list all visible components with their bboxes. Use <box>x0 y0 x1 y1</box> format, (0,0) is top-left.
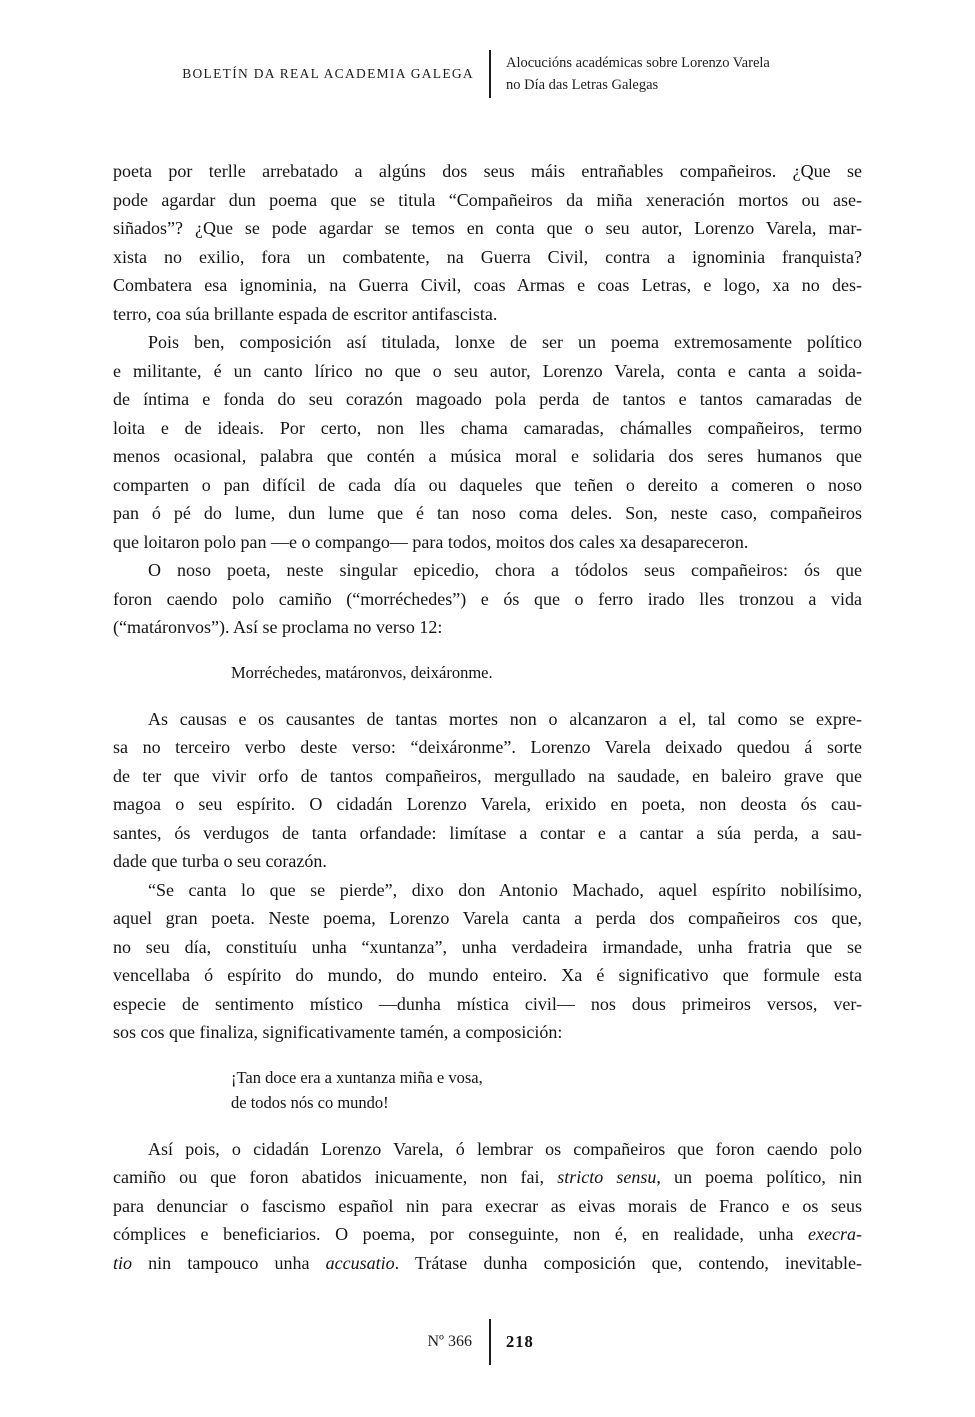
text-line: para denunciar o fascismo español nin para execrar as eivas morais de Franco e os seus <box>113 1195 862 1216</box>
journal-title: BOLETÍN DA REAL ACADEMIA GALEGA <box>182 66 474 81</box>
verse-line: de todos nós co mundo! <box>231 1092 389 1112</box>
article-title <box>491 52 770 97</box>
text-segment: . Trátase dunha composición que, contendo, inevitable- <box>394 1252 862 1273</box>
text-line: (“matáronvos”). Así se proclama no verso 12: <box>113 617 443 637</box>
paragraph <box>113 1135 862 1278</box>
page-footer <box>0 1319 975 1365</box>
text-segment: , un poema político, nin <box>656 1167 862 1187</box>
italic-segment: execra- <box>808 1224 862 1244</box>
verse-line: ¡Tan doce era a xuntanza miña e vosa, <box>231 1067 483 1087</box>
text-line <box>113 1163 862 1192</box>
verse-line: Morréchedes, matáronvos, deixáronme. <box>231 662 493 682</box>
page-header <box>0 50 975 98</box>
text-line: de ter que vivir orfo de tantos compañeiros, mergullado na saudade, en baleiro grave que <box>113 765 862 786</box>
text-line: pan ó pé do lume, dun lume que é tan noso coma deles. Son, neste caso, compañeiros <box>113 503 862 523</box>
italic-segment: stricto sensu <box>557 1167 657 1187</box>
text-line: O noso poeta, neste singular epicedio, chora a tódolos seus compañeiros: ós que <box>148 560 862 580</box>
issue-number: Nº 366 <box>427 1333 472 1350</box>
text-line: vencellaba ó espírito do mundo, do mundo enteiro. Xa é significativo que formule esta <box>113 965 862 985</box>
text-line: pode agardar dun poema que se titula “Compañeiros da miña xeneración mortos ou ase- <box>113 189 862 210</box>
text-line: no seu día, constituíu unha “xuntanza”, unha verdadeira irmandade, unha fratria que se <box>113 936 862 957</box>
text-line: As causas e os causantes de tantas mortes non o alcanzaron a el, tal como se expre- <box>148 708 862 729</box>
text-line: comparten o pan difícil de cada día ou daqueles que teñen o dereito a comeren o noso <box>113 474 862 495</box>
text-line: terro, coa súa brillante espada de escritor antifascista. <box>113 303 498 324</box>
text-segment: cómplices e beneficiarios. O poema, por conseguinte, non é, en realidade, unha <box>113 1224 809 1244</box>
text-line: que loitaron polo pan —e o compango— para todos, moitos dos cales xa desapareceron. <box>113 531 749 552</box>
text-line: siñados”? ¿Que se pode agardar se temos en conta que o seu autor, Lorenzo Varela, mar- <box>113 218 862 238</box>
text-line: Pois ben, composición así titulada, lonxe de ser un poema extremosamente político <box>148 332 862 352</box>
text-segment: camiño ou que foron abatidos inicuamente, non fai, <box>113 1167 558 1187</box>
text-segment: nin tampouco unha <box>132 1252 326 1273</box>
paragraph <box>113 328 862 556</box>
text-line: “Se canta lo que se pierde”, dixo don Antonio Machado, aquel espírito nobilísimo, <box>148 879 862 900</box>
paragraph <box>113 556 862 642</box>
italic-segment: tio <box>113 1252 133 1273</box>
text-line: xista no exilio, fora un combatente, na Guerra Civil, contra a ignominia franquista? <box>113 246 862 267</box>
paragraph <box>113 705 862 876</box>
text-line: menos ocasional, palabra que contén a música moral e solidaria dos seres humanos que <box>113 446 862 466</box>
text-line: Combatera esa ignominia, na Guerra Civil, coas Armas e coas Letras, e logo, xa no des- <box>113 275 862 295</box>
article-body <box>113 157 862 1277</box>
text-line: de íntima e fonda do seu corazón magoado pola perda de tantos e tantos camaradas de <box>113 389 862 409</box>
text-line: sos cos que finaliza, significativamente tamén, a composición: <box>113 1022 563 1042</box>
text-line <box>113 1249 862 1278</box>
article-title-line1: Alocucións académicas sobre Lorenzo Varela <box>506 54 770 71</box>
text-line: Así pois, o cidadán Lorenzo Varela, ó lembrar os compañeiros que foron caendo polo <box>148 1138 862 1159</box>
text-line: especie de sentimento místico —dunha mística civil— nos dous primeiros versos, ver- <box>113 993 862 1014</box>
text-line: sa no terceiro verbo deste verso: “deixáronme”. Lorenzo Varela deixado quedou á sorte <box>113 737 862 757</box>
text-line: e militante, é un canto lírico no que o seu autor, Lorenzo Varela, conta e canta a soida- <box>113 360 862 381</box>
verse-quote <box>231 660 862 685</box>
italic-segment: accusatio <box>325 1252 395 1273</box>
text-line: magoa o seu espírito. O cidadán Lorenzo Varela, erixido en poeta, non deosta ós cau- <box>113 794 862 814</box>
page-number: 218 <box>506 1332 534 1351</box>
text-line: aquel gran poeta. Neste poema, Lorenzo Varela canta a perda dos compañeiros cos que, <box>113 908 862 928</box>
text-line: santes, ós verdugos de tanta orfandade: limítase a contar e a cantar a súa perda, a sau- <box>113 822 862 843</box>
text-line: loita e de ideais. Por certo, non lles chama camaradas, chámalles compañeiros, termo <box>113 417 862 438</box>
text-line: foron caendo polo camiño (“morréchedes”) e ós que o ferro irado lles tronzou a vida <box>113 588 862 609</box>
text-line <box>113 1220 862 1249</box>
article-title-line2: no Día das Letras Galegas <box>506 77 659 93</box>
text-line: poeta por terlle arrebatado a algúns dos seus máis entrañables compañeiros. ¿Que se <box>113 161 862 181</box>
paragraph <box>113 157 862 328</box>
verse-quote <box>231 1065 862 1115</box>
text-line: dade que turba o seu corazón. <box>113 851 327 871</box>
paragraph <box>113 876 862 1047</box>
